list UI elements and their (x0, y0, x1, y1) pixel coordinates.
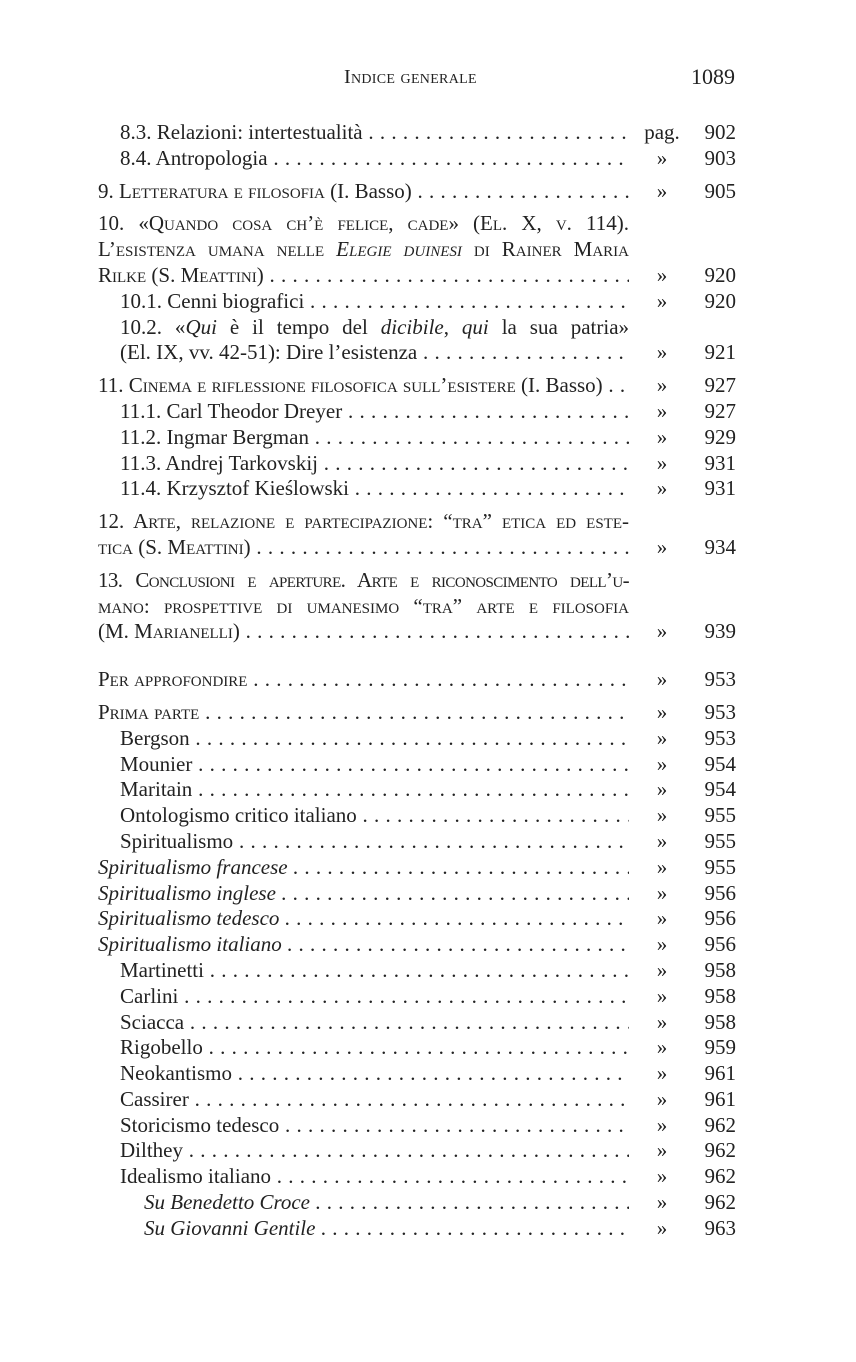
toc-ditto-mark: » (656, 534, 668, 559)
toc-entry (98, 984, 736, 1010)
toc-page-number: 953 (704, 667, 736, 692)
toc-entry (98, 1061, 736, 1087)
toc-entry-title: 8.3. Relazioni: intertestualità . . . (120, 120, 629, 144)
toc-page-number: 958 (704, 957, 736, 982)
toc-ditto-mark: » (656, 398, 668, 423)
toc-chapter-entry (98, 373, 736, 399)
toc-ditto-mark: » (656, 1190, 668, 1215)
toc-chapter-title-line: Rilke (S. Meattini) . . . (98, 263, 629, 287)
toc-entry (98, 932, 736, 958)
toc-page-number: 905 (704, 178, 736, 203)
toc-chapter-entry (98, 179, 736, 205)
toc-entry (98, 1164, 736, 1190)
toc-entry-title: Maritain . . . (120, 777, 629, 801)
toc-page-number: 939 (704, 619, 736, 644)
toc-chapter-title-line: (M. Marianelli) . . . (98, 619, 629, 643)
toc-chapter-title-line: mano: prospettive di umanesimo “tra” arte e filosofia (98, 593, 629, 618)
toc-entry-title: Neokantismo . . . (120, 1061, 629, 1085)
toc-ditto-mark: » (656, 288, 668, 313)
toc-entry-title: Idealismo italiano . . . (120, 1164, 629, 1188)
toc-ditto-mark: » (656, 828, 668, 853)
toc-page-number: 953 (704, 725, 736, 750)
toc-entry (98, 1010, 736, 1036)
toc-entry (98, 1035, 736, 1061)
toc-entry (98, 777, 736, 803)
toc-page-number: 902 (704, 120, 736, 144)
toc-chapter-title: Cinema e riflessione filosofica sull’esistere (128, 373, 516, 398)
toc-entry-title: Su Benedetto Croce . . . (144, 1190, 629, 1214)
toc-entry-title: Storicismo tedesco . . . (120, 1113, 629, 1137)
toc-chapter-title-part: L’esistenza umana nelle (98, 237, 337, 262)
toc-entry (98, 958, 736, 984)
toc-entry-title: Spiritualismo tedesco . . . (98, 906, 629, 930)
toc-page-number: 956 (704, 932, 736, 957)
toc-page-number: 962 (704, 1190, 736, 1215)
toc-chapter-title-part: di Rainer Maria (461, 237, 630, 262)
toc-entry-title: 8.4. Antropologia . . . (120, 146, 629, 170)
toc-chapter-title-line: 12. Arte, relazione e partecipazione: “tra” etica ed este- (98, 509, 629, 534)
toc-page-number: 927 (704, 373, 736, 398)
toc-ditto-mark: » (656, 1009, 668, 1034)
toc-chapter-title-italic: Elegie duinesi (336, 237, 462, 262)
toc-page-number: 962 (704, 1164, 736, 1189)
toc-entry-title: Ontologismo critico italiano . . . (120, 803, 629, 827)
toc-page-number: 961 (704, 1086, 736, 1111)
toc-page-number: 931 (704, 450, 736, 475)
toc-page-number: 929 (704, 424, 736, 449)
page-number: 1089 (691, 64, 735, 89)
toc-chapter-title-line: tica (S. Meattini) . . . (98, 535, 629, 559)
toc-ditto-mark: » (656, 957, 668, 982)
toc-page-number: 920 (704, 288, 736, 313)
toc-ditto-mark: » (656, 476, 668, 501)
toc-entry-title-part: 10.2. « (120, 314, 186, 339)
toc-page-number: 921 (704, 340, 736, 365)
toc-entry-title: Spiritualismo italiano . . . (98, 932, 629, 956)
toc-entry (98, 340, 736, 366)
toc-entry (98, 906, 736, 932)
toc-ditto-mark: » (656, 1112, 668, 1137)
toc-page-number: 961 (704, 1061, 736, 1086)
toc-chapter-author: (I. Basso) (521, 373, 603, 398)
toc-entry-title: Carlini . . . (120, 984, 629, 1008)
toc-chapter-entry-line (98, 594, 736, 620)
toc-page-number: 958 (704, 983, 736, 1008)
toc-entry (98, 829, 736, 855)
toc-ditto-mark: » (656, 450, 668, 475)
toc-page-number: 931 (704, 476, 736, 501)
toc-chapter-entry (98, 619, 736, 645)
toc-ditto-mark: » (656, 178, 668, 203)
toc-chapter-entry-line (98, 568, 736, 594)
toc-entry (98, 752, 736, 778)
toc-entry-title: Mounier . . . (120, 752, 629, 776)
toc-entry-title-italic: qui (461, 314, 489, 339)
toc-entry-title: Dilthey . . . (120, 1138, 629, 1162)
toc-ditto-mark: » (656, 1215, 668, 1240)
toc-entry (98, 399, 736, 425)
toc-page-number: 927 (704, 398, 736, 423)
toc-page-number: 953 (704, 699, 736, 724)
table-of-contents (98, 120, 736, 1242)
toc-entry (98, 289, 736, 315)
toc-ditto-mark: » (656, 619, 668, 644)
toc-chapter-number: 9. (98, 178, 114, 203)
toc-ditto-mark: » (656, 932, 668, 957)
toc-entry (98, 1113, 736, 1139)
toc-ditto-mark: » (656, 262, 668, 287)
toc-page-number: 958 (704, 1009, 736, 1034)
running-header-title: Indice generale (344, 66, 477, 88)
toc-chapter-entry-line (98, 211, 736, 237)
toc-entry (98, 726, 736, 752)
toc-entry-title-italic: Qui (185, 314, 217, 339)
toc-entry (98, 1087, 736, 1113)
toc-section-title: Prima parte . . . (98, 700, 629, 724)
toc-entry-title: Cassirer . . . (120, 1087, 629, 1111)
toc-entry-title: Bergson . . . (120, 726, 629, 750)
toc-page-number: 962 (704, 1112, 736, 1137)
toc-page-number: 956 (704, 880, 736, 905)
toc-ditto-mark: » (656, 1086, 668, 1111)
toc-chapter-entry (98, 535, 736, 561)
toc-entry-title: 11.2. Ingmar Bergman . . . (120, 425, 629, 449)
toc-chapter-entry-line (98, 237, 736, 263)
toc-page-prefix: pag. (644, 120, 680, 144)
toc-entry-title: Sciacca . . . (120, 1010, 629, 1034)
toc-ditto-mark: » (656, 751, 668, 776)
toc-entry (98, 855, 736, 881)
toc-ditto-mark: » (656, 777, 668, 802)
toc-ditto-mark: » (656, 1138, 668, 1163)
toc-entry (98, 881, 736, 907)
toc-page-number: 959 (704, 1035, 736, 1060)
toc-page-number: 954 (704, 751, 736, 776)
toc-entry (98, 146, 736, 172)
toc-entry (98, 1138, 736, 1164)
toc-entry-title-part: è il tempo del (216, 314, 381, 339)
toc-ditto-mark: » (656, 667, 668, 692)
toc-page-number: 962 (704, 1138, 736, 1163)
toc-entry (98, 1216, 736, 1242)
toc-page-number: 956 (704, 906, 736, 931)
toc-chapter-title: Letteratura e filosofia (119, 178, 325, 203)
toc-entry-title: Martinetti . . . (120, 958, 629, 982)
toc-page-number: 903 (704, 145, 736, 170)
toc-chapter-entry-line (98, 509, 736, 535)
toc-page-number: 955 (704, 854, 736, 879)
toc-entry (98, 451, 736, 477)
toc-entry-line (98, 315, 736, 341)
toc-ditto-mark: » (656, 906, 668, 931)
toc-page-number: 963 (704, 1215, 736, 1240)
toc-section-entry (98, 700, 736, 726)
toc-ditto-mark: » (656, 373, 668, 398)
toc-ditto-mark: » (656, 145, 668, 170)
toc-page-number: 955 (704, 828, 736, 853)
toc-entry-title: 11.4. Krzysztof Kieślowski . . . (120, 476, 629, 500)
toc-page-number: 954 (704, 777, 736, 802)
toc-chapter-number: 11. (98, 373, 124, 398)
toc-entry-title: 11.3. Andrej Tarkovskij . . . (120, 451, 629, 475)
toc-chapter-entry (98, 263, 736, 289)
toc-chapter-title-line: 13. Conclusioni e aperture. Arte e riconoscimento dell’u- (98, 567, 629, 592)
toc-ditto-mark: » (656, 983, 668, 1008)
toc-ditto-mark: » (656, 1061, 668, 1086)
toc-section-entry (98, 667, 736, 693)
toc-entry-title: Spiritualismo francese . . . (98, 855, 629, 879)
toc-entry-title-italic: dicibile (380, 314, 444, 339)
toc-ditto-mark: » (656, 1035, 668, 1060)
toc-entry-title: Rigobello . . . (120, 1035, 629, 1059)
toc-ditto-mark: » (656, 340, 668, 365)
toc-ditto-mark: » (656, 1164, 668, 1189)
toc-chapter-author: (I. Basso) (330, 178, 412, 203)
toc-ditto-mark: » (656, 424, 668, 449)
toc-entry (98, 120, 736, 146)
toc-entry-title-part: , (443, 314, 462, 339)
toc-page-number: 920 (704, 262, 736, 287)
toc-entry-title: Spiritualismo . . . (120, 829, 629, 853)
toc-entry-title: 11.1. Carl Theodor Dreyer . . . (120, 399, 629, 423)
toc-entry (98, 1190, 736, 1216)
toc-ditto-mark: » (656, 880, 668, 905)
toc-section-title: Per approfondire . . . (98, 667, 629, 691)
toc-entry-title: Su Giovanni Gentile . . . (144, 1216, 629, 1240)
toc-entry-title-part: la sua patria» (488, 314, 630, 339)
toc-entry (98, 476, 736, 502)
toc-page-number: 955 (704, 803, 736, 828)
toc-entry-title: Spiritualismo inglese . . . (98, 881, 629, 905)
toc-entry-title: 10.1. Cenni biografici . . . (120, 289, 629, 313)
toc-ditto-mark: » (656, 803, 668, 828)
toc-entry-title-line: (El. IX, vv. 42-51): Dire l’esistenza . . . (120, 340, 629, 364)
toc-entry (98, 425, 736, 451)
toc-chapter-title-line: 10. «Quando cosa ch’è felice, cade» (El. X, v. 114). (98, 211, 629, 236)
toc-ditto-mark: » (656, 699, 668, 724)
toc-entry (98, 803, 736, 829)
toc-ditto-mark: » (656, 725, 668, 750)
toc-ditto-mark: » (656, 854, 668, 879)
toc-page-number: 934 (704, 534, 736, 559)
